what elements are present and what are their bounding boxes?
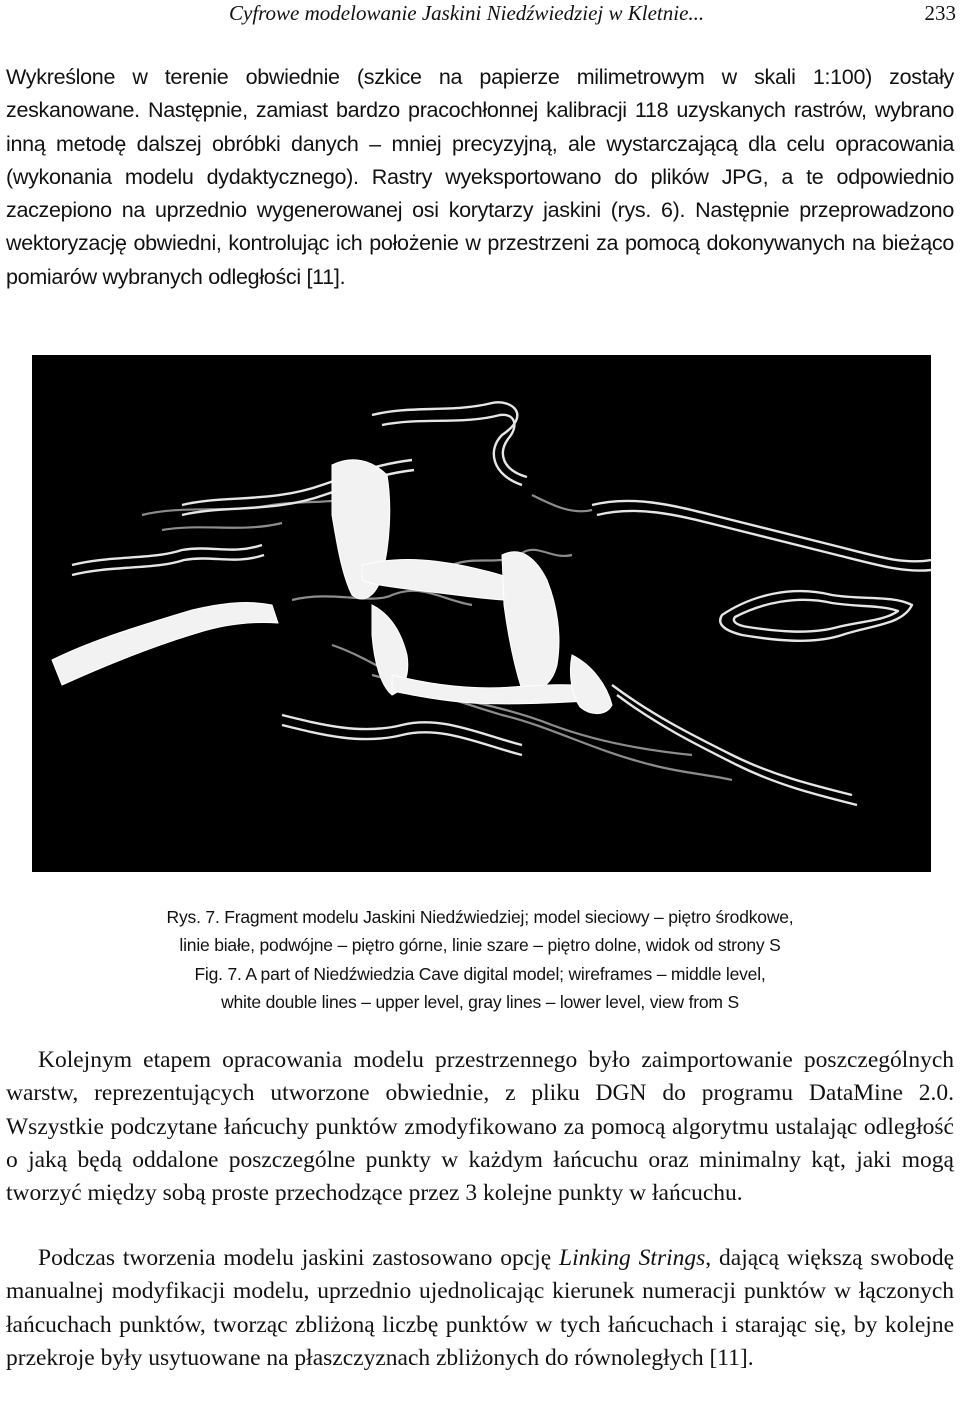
paragraph-3-after: , dającą większą swobodę manualnej modyfikacji modelu, uprzednio ujednolicając kierunek numeracji punktów w łączonych łańcuchach punktów, tworząc zbliżoną liczbę punktów w tych łańcuchach i starając się, by kolejne przekroje były usytuowane na płaszczyznach zbliżonych do równoległych [11]. xyxy=(6,1245,954,1371)
caption-pl-line-2: linie białe, podwójne – piętro górne, linie szare – piętro dolne, widok od strony S xyxy=(179,935,781,955)
caption-en-line-2: white double lines – upper level, gray lines – lower level, view from S xyxy=(221,992,739,1012)
paragraph-3 xyxy=(0,1242,960,1375)
cave-model-render xyxy=(32,355,931,872)
cave-model-figure xyxy=(32,355,931,872)
paragraph-2: Kolejnym etapem opracowania modelu przestrzennego było zaimportowanie poszczególnych warstw, reprezentujących utworzone obwiednie, z pliku DGN do programu DataMine 2.0. Wszystkie podczytane łańcuchy punktów zmodyfikowano za pomocą algorytmu ustalając odległość o jaką będą oddalone poszczególne punkty w każdym łańcuchu oraz minimalny kąt, jaki mogą tworzyć między sobą proste przechodzące przez 3 kolejne punkty w łańcuchu. xyxy=(6,1047,954,1207)
paragraph-3-italic-term: Linking Strings xyxy=(559,1245,706,1271)
running-title: Cyfrowe modelowanie Jaskini Niedźwiedziej w Kletnie... xyxy=(229,1,705,25)
paragraph-3-before: Podczas tworzenia modelu jaskini zastosowano opcję xyxy=(38,1245,559,1271)
page-number: 233 xyxy=(924,1,956,25)
running-header xyxy=(0,0,960,26)
caption-pl-line-1: Rys. 7. Fragment modelu Jaskini Niedźwiedziej; model sieciowy – piętro środkowe, xyxy=(166,907,794,927)
caption-en-line-1: Fig. 7. A part of Niedźwiedzia Cave digital model; wireframes – middle level, xyxy=(194,964,766,984)
paragraph-1: Wykreślone w terenie obwiednie (szkice na papierze milimetrowym w skali 1:100) zostały zeskanowane. Następnie, zamiast bardzo pracochłonnej kalibracji 118 uzyskanych rastrów, wybrano inną metodę dalszej obróbki danych – mniej precyzyjną, ale wystarczającą dla celu opracowania (wykonania modelu dydaktycznego). Rastry wyeksportowano do plików JPG, a te odpowiednio zaczepiono na uprzednio wygenerowanej osi korytarzy jaskini (rys. 6). Następnie przeprowadzono wektoryzację obwiedni, kontrolując ich położenie w przestrzeni za pomocą dokonywanych na bieżąco pomiarów wybranych odległości [11]. xyxy=(6,65,954,289)
